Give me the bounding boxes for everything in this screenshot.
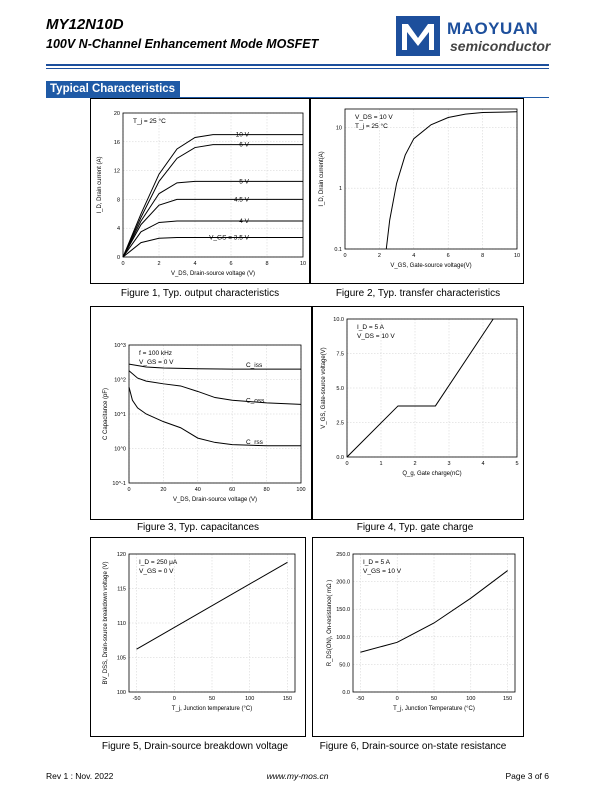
figure-3-caption: Figure 3, Typ. capacitances (136, 522, 260, 533)
figure-3-panel (90, 306, 312, 520)
condition-annotation: T_j = 25 °C (355, 123, 388, 130)
y-tick-label: 10^2 (114, 377, 126, 384)
x-tick-label: 1 (379, 461, 383, 467)
x-tick-label: 0 (127, 487, 131, 493)
plot-frame (345, 109, 517, 249)
x-tick-label: 100 (245, 696, 255, 702)
series-line-2 (129, 387, 301, 446)
x-axis-label: V_DS, Drain-source voltage (V) (170, 271, 256, 277)
header-rule (46, 64, 549, 66)
page-number: Page 3 of 6 (505, 771, 549, 781)
y-tick-label: 250.0 (336, 552, 350, 558)
y-tick-label: 150.0 (336, 607, 350, 614)
website-link[interactable]: www.my-mos.cn (266, 771, 329, 781)
x-tick-label: 0 (172, 696, 176, 702)
x-tick-label: 2 (377, 253, 381, 259)
condition-annotation: V_GS = 0 V (139, 359, 174, 366)
device-subtitle: 100V N-Channel Enhancement Mode MOSFET (46, 37, 319, 51)
y-tick-label: 200.0 (336, 579, 350, 586)
x-tick-label: 5 (515, 461, 519, 467)
figure-6-caption: Figure 6, Drain-source on-state resistance (319, 741, 507, 752)
x-tick-label: 100 (466, 696, 476, 702)
y-tick-label: 0 (116, 255, 120, 261)
x-axis-label: Q_g, Gate charge(nC) (402, 471, 462, 477)
y-axis-label: C Capacitance (pF) (103, 387, 109, 441)
curve-label: C_iss (245, 362, 263, 370)
x-tick-label: -50 (132, 696, 141, 702)
figure-5-caption: Figure 5, Drain-source breakdown voltage (101, 741, 289, 752)
y-tick-label: 10.0 (333, 317, 344, 323)
part-number: MY12N10D (46, 16, 124, 33)
y-axis-label: V_GS, Gate-source voltage(V) (321, 347, 327, 429)
curve-label: 4 V (239, 218, 249, 225)
y-tick-label: 10^3 (114, 343, 126, 349)
output-characteristics-chart (91, 99, 309, 283)
condition-annotation: V_GS = 0 V (139, 568, 174, 575)
x-tick-label: 6 (229, 261, 233, 267)
y-tick-label: 100.0 (336, 634, 350, 641)
y-axis-label: I_D, Drain current(A) (319, 151, 325, 207)
curve-label: 10 V (235, 131, 249, 139)
x-tick-label: 100 (296, 487, 306, 493)
logo-subtext: semiconductor (450, 38, 551, 54)
condition-annotation: T_j = 25 °C (133, 118, 166, 125)
series-line-0 (386, 112, 517, 249)
x-tick-label: 40 (194, 487, 201, 493)
x-tick-label: 0 (121, 261, 125, 267)
x-axis-label: T_j, Junction Temperature (°C) (393, 706, 475, 712)
x-tick-label: 4 (412, 253, 416, 259)
y-tick-label: 8 (116, 197, 120, 204)
figure-4-panel (312, 306, 524, 520)
company-logo-icon (396, 16, 440, 56)
x-tick-label: 0 (345, 461, 349, 467)
x-tick-label: 0 (395, 696, 399, 702)
x-axis-label: T_j, Junction temperature (°C) (171, 706, 253, 712)
figure-4-caption: Figure 4, Typ. gate charge (356, 522, 474, 533)
x-tick-label: 10 (513, 253, 521, 259)
figure-2-panel (310, 98, 524, 284)
x-axis-label: V_GS, Gate-source voltage(V) (390, 263, 472, 269)
header-rule-thin (46, 68, 549, 69)
x-tick-label: 4 (193, 261, 197, 267)
x-tick-label: 80 (263, 487, 270, 493)
y-tick-label: 16 (113, 139, 120, 146)
x-tick-label: 2 (157, 261, 161, 267)
x-tick-label: 4 (481, 461, 485, 467)
figure-2-caption: Figure 2, Typ. transfer characteristics (335, 288, 501, 299)
x-tick-label: 50 (430, 696, 438, 702)
condition-annotation: V_DS = 10 V (357, 333, 395, 340)
y-tick-label: 10^0 (114, 446, 126, 453)
y-tick-label: 5.0 (336, 386, 344, 392)
x-tick-label: 6 (446, 253, 450, 259)
x-tick-label: 8 (481, 253, 485, 259)
y-axis-label: I_D, Drain current (A) (97, 156, 103, 214)
y-tick-label: 4 (116, 226, 120, 233)
y-axis-label: BV_DSS, Drain-source breakdown voltage (V) (103, 561, 109, 685)
x-tick-label: 3 (447, 461, 451, 467)
x-tick-label: 2 (413, 461, 417, 467)
y-tick-label: 115 (117, 586, 126, 593)
y-tick-label: 10^-1 (112, 481, 126, 487)
x-tick-label: 60 (229, 487, 236, 493)
curve-label: V_GS = 3.5 V (209, 234, 249, 242)
y-axis-label: R_DS(ON), On-resistance( mΩ ) (327, 579, 333, 667)
y-tick-label: 105 (116, 655, 126, 662)
x-tick-label: 0 (343, 253, 347, 259)
logo-wordmark: MAOYUAN (447, 19, 539, 38)
figure-1-caption: Figure 1, Typ. output characteristics (120, 288, 280, 299)
x-tick-label: 20 (160, 487, 167, 493)
y-tick-label: 100 (116, 690, 126, 696)
capacitance-chart (91, 307, 311, 519)
y-tick-label: 7.5 (336, 351, 344, 358)
condition-annotation: f = 100 kHz (139, 350, 173, 357)
figure-1-panel (90, 98, 310, 284)
curve-label: 5 V (239, 178, 249, 186)
x-tick-label: 150 (282, 696, 293, 702)
condition-annotation: V_DS = 10 V (355, 114, 393, 121)
condition-annotation: I_D = 5 A (363, 559, 390, 566)
y-tick-label: 2.5 (336, 420, 344, 427)
series-line-1 (129, 371, 301, 405)
y-tick-label: 1 (338, 186, 342, 193)
x-tick-label: 8 (265, 261, 269, 267)
x-tick-label: 150 (503, 696, 513, 702)
revision-text: Rev 1 : Nov. 2022 (46, 771, 114, 781)
y-tick-label: 12 (113, 168, 120, 175)
x-tick-label: 10 (299, 261, 307, 267)
on-resistance-chart (313, 538, 523, 736)
y-tick-label: 120 (116, 552, 126, 558)
x-tick-label: 50 (208, 696, 216, 702)
figure-6-panel (312, 537, 524, 737)
y-tick-label: 50.0 (339, 662, 350, 669)
y-tick-label: 20 (113, 111, 120, 117)
x-tick-label: -50 (356, 696, 365, 702)
curve-label: C_rss (245, 438, 263, 446)
condition-annotation: I_D = 5 A (357, 324, 384, 331)
curve-label: 4.5 V (233, 196, 249, 204)
curve-label: C_oss (245, 397, 265, 405)
x-axis-label: V_DS, Drain-source voltage (V) (172, 497, 258, 503)
gate-charge-chart (313, 307, 523, 519)
y-tick-label: 10 (335, 125, 342, 132)
condition-annotation: I_D = 250 μA (139, 559, 178, 566)
y-tick-label: 0.0 (336, 455, 344, 461)
series-line-2 (123, 181, 303, 257)
breakdown-voltage-chart (91, 538, 305, 736)
y-tick-label: 0.1 (334, 247, 342, 253)
y-tick-label: 10^1 (114, 412, 126, 418)
curve-label: 6 V (239, 141, 249, 149)
section-title: Typical Characteristics (46, 81, 180, 98)
y-tick-label: 110 (117, 621, 126, 627)
figure-5-panel (90, 537, 306, 737)
transfer-characteristics-chart (311, 99, 523, 283)
y-tick-label: 0.0 (342, 690, 350, 696)
condition-annotation: V_GS = 10 V (363, 568, 402, 575)
